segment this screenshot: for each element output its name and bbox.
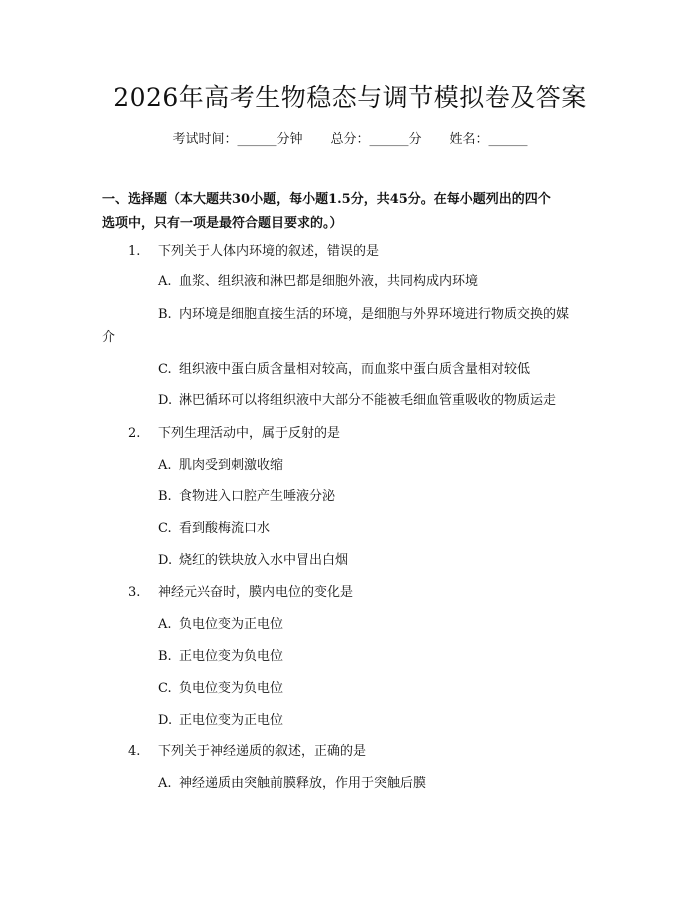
question-number: 1.: [128, 244, 141, 259]
exam-info-line: [0, 130, 700, 150]
question-stem: 下列生理活动中，属于反射的是: [158, 426, 341, 441]
option-text: 淋巴循环可以将组织液中大部分不能被毛细血管重吸收的物质运走: [179, 393, 557, 408]
option-text: 烧红的铁块放入水中冒出白烟: [179, 553, 349, 568]
question-stem: 下列关于人体内环境的叙述，错误的是: [158, 244, 380, 259]
score-label: 总分：: [330, 132, 370, 147]
name-blank: ______: [488, 132, 528, 147]
option-item: [158, 551, 348, 571]
question-number: 4.: [128, 744, 141, 759]
option-item: [158, 519, 270, 539]
option-letter: D.: [158, 393, 173, 408]
time-unit: 分钟: [276, 132, 303, 147]
option-letter: D.: [158, 713, 173, 728]
option-text: 正电位变为正电位: [179, 713, 284, 728]
option-text: 负电位变为正电位: [179, 617, 284, 632]
option-text: 负电位变为负电位: [179, 681, 284, 696]
option-letter: C.: [158, 521, 172, 536]
option-letter: B.: [158, 307, 172, 322]
option-text: 食物进入口腔产生唾液分泌: [179, 489, 336, 504]
option-item: [158, 615, 283, 635]
question-stem: 神经元兴奋时，膜内电位的变化是: [158, 585, 354, 600]
option-letter: A.: [158, 776, 172, 791]
section-heading-line-2: 选项中，只有一项是最符合题目要求的。）: [102, 216, 343, 231]
option-item: [158, 711, 283, 731]
option-item: [158, 360, 530, 380]
option-letter: B.: [158, 489, 172, 504]
option-item: [158, 679, 283, 699]
time-label: 考试时间：: [172, 132, 238, 147]
section-heading-line-1: 一、选择题（本大题共30小题，每小题1.5分，共45分。在每小题列出的四个: [102, 192, 551, 207]
option-item: [158, 391, 556, 411]
exam-title: 2026年高考生物稳态与调节模拟卷及答案: [113, 83, 587, 112]
question-stem: 下列关于神经递质的叙述，正确的是: [158, 744, 367, 759]
section-heading: [102, 188, 602, 236]
question-number: 2.: [128, 426, 141, 441]
score-unit: 分: [408, 132, 422, 147]
option-item: [158, 456, 283, 476]
option-item: [158, 305, 569, 325]
option-text-continued: 介: [102, 330, 116, 345]
option-item: [158, 774, 426, 794]
option-letter: A.: [158, 617, 172, 632]
option-text: 血浆、组织液和淋巴都是细胞外液，共同构成内环境: [179, 274, 479, 289]
option-text: 正电位变为负电位: [179, 649, 284, 664]
option-letter: B.: [158, 649, 172, 664]
option-letter: C.: [158, 362, 172, 377]
option-letter: A.: [158, 274, 172, 289]
option-letter: C.: [158, 681, 172, 696]
question-number: 3.: [128, 585, 141, 600]
option-letter: A.: [158, 458, 172, 473]
option-item: [158, 647, 283, 667]
option-item: [158, 487, 335, 507]
time-blank: ______: [237, 132, 277, 147]
option-text: 神经递质由突触前膜释放，作用于突触后膜: [179, 776, 427, 791]
option-text: 肌肉受到刺激收缩: [179, 458, 284, 473]
option-text: 组织液中蛋白质含量相对较高，而血浆中蛋白质含量相对较低: [179, 362, 531, 377]
option-item: [158, 272, 478, 292]
name-label: 姓名：: [449, 132, 489, 147]
option-text: 看到酸梅流口水: [179, 521, 271, 536]
option-text: 内环境是细胞直接生活的环境，是细胞与外界环境进行物质交换的媒: [179, 307, 570, 322]
option-letter: D.: [158, 553, 173, 568]
score-blank: ______: [369, 132, 409, 147]
